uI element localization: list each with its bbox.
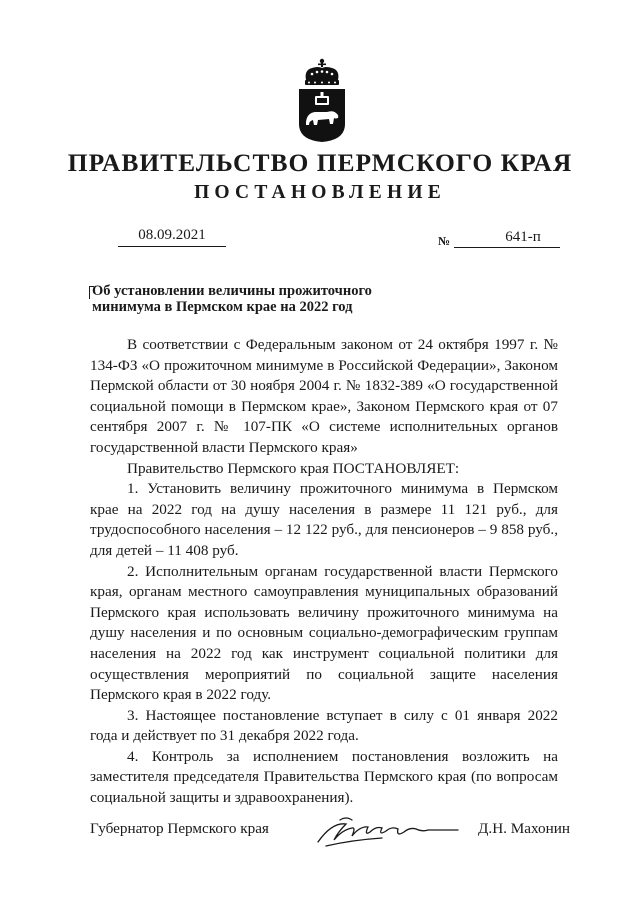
body-paragraph-item-1: 1. Установить величину прожиточного минимума в Пермском крае на 2022 год на душу населения в размере 11 121 руб., для трудоспособного населения – 12 122 руб., для пенсионеров – 9 858 руб., для детей – 11 408 руб. — [90, 480, 558, 559]
document-type: ПОСТАНОВЛЕНИЕ — [194, 182, 446, 203]
document-subject — [92, 284, 412, 315]
number-label: № — [438, 234, 451, 248]
body-paragraph-resolves: Правительство Пермского края ПОСТАНОВЛЯЕТ: — [127, 459, 460, 477]
document-number-value: 641-п — [505, 229, 541, 245]
document-date — [118, 226, 226, 247]
body-paragraph-item-2: 2. Исполнительным органам государственной власти Пермского края, органам местного самоуправления муниципальных образований Пермского края использовать величину прожиточного минимума на душу населения и по основным социально-демографическим группам населения на 2022 год как инструмент социальной политики для осуществления мероприятий по социальной защите населения Пермского края в 2022 году. — [90, 562, 558, 704]
coat-of-arms-icon — [296, 58, 348, 144]
government-title: ПРАВИТЕЛЬСТВО ПЕРМСКОГО КРАЯ — [67, 148, 573, 177]
body-paragraph-item-4: 4. Контроль за исполнением постановления возложить на заместителя председателя Правительства Пермского края (по вопросам социальной защиты и здравоохранения). — [90, 747, 558, 807]
subject-line-1: Об установлении величины прожиточного — [92, 283, 372, 299]
signatory-position: Губернатор Пермского края — [90, 820, 269, 837]
date-underline — [118, 246, 226, 247]
signatory-name: Д.Н. Махонин — [478, 820, 570, 837]
document-date-value: 08.09.2021 — [138, 227, 206, 243]
body-paragraph-item-3: 3. Настоящее постановление вступает в силу с 01 января 2022 года и действует по 31 декабря 2022 года. — [90, 706, 558, 745]
signature-icon — [312, 810, 462, 854]
subject-line-2: минимума в Пермском крае на 2022 год — [92, 298, 353, 315]
number-underline — [454, 247, 560, 248]
document-body — [90, 335, 558, 809]
body-paragraph-preamble: В соответствии с Федеральным законом от 24 октября 1997 г. № 134-ФЗ «О прожиточном минимуме в Российской Федерации», Законом Пермской области от 30 ноября 2004 г. № 1832-389 «О государственной социальной помощи в Пермском крае», Законом Пермского края от 07 сентября 2007 г. № 107-ПК «О системе исполнительных органов государственной власти Пермского края» — [90, 336, 558, 456]
